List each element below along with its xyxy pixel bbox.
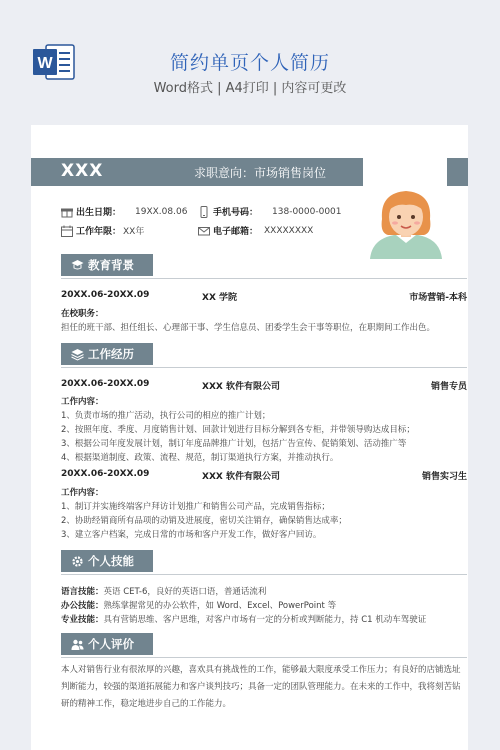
job-intent: 求职意向：市场销售岗位 <box>194 166 327 180</box>
education-tab <box>61 254 153 276</box>
work-years-value: XX年 <box>123 227 145 237</box>
birth-date-field <box>61 205 187 218</box>
top-banner <box>0 0 500 118</box>
education-school: XX 学院 <box>202 293 238 303</box>
phone-value: 138-0000-0001 <box>272 206 342 217</box>
email-label: 电子邮箱： <box>213 227 259 237</box>
banner-title: 简约单页个人简历 <box>169 52 330 74</box>
job-content-label: 工作内容： <box>61 397 104 407</box>
divider <box>61 278 467 279</box>
header-bar-tail <box>447 158 468 186</box>
job-row <box>61 379 467 391</box>
gear-icon <box>71 555 84 568</box>
evaluation-text: 本人对销售行业有很浓厚的兴趣，喜欢具有挑战性的工作，能够最大限度承受工作压力；有良好的店铺选址判断能力，较强的渠道拓展能力和客户谈判技巧；具备一定的团队管理能力。在未来的工作中，我将刻苦钻研的精神工作，稳定地进步自己的工作能力。 <box>61 665 461 709</box>
job-content-label: 工作内容： <box>61 488 104 498</box>
skills-section-header <box>61 550 467 572</box>
evaluation-title: 个人评价 <box>88 637 134 651</box>
job-company: XXX 软件有限公司 <box>202 472 280 482</box>
skill-line <box>61 585 471 597</box>
skill-text: 具有营销思维、客户思维，对客户市场有一定的分析或判断能力，持 C1 机动车驾驶证 <box>103 615 427 625</box>
divider <box>61 574 467 575</box>
divider <box>61 367 467 368</box>
skill-text: 英语 CET-6，良好的英语口语，普通话流利 <box>103 587 267 597</box>
calendar-icon <box>61 225 73 237</box>
skills-title: 个人技能 <box>88 554 134 568</box>
work-years-label: 工作年限： <box>76 227 122 237</box>
job-role: 销售实习生 <box>421 472 467 482</box>
graduation-cap-icon <box>71 259 84 272</box>
job-period: 20XX.06-20XX.09 <box>61 469 150 479</box>
resume-sheet <box>31 125 468 750</box>
education-period: 20XX.06-20XX.09 <box>61 290 150 300</box>
people-icon <box>71 638 84 651</box>
education-section-header <box>61 254 467 276</box>
education-duty-text: 担任的班干部、担任组长、心理部干事、学生信息员、团委学生会干事等职位，在职期间工作出色。 <box>61 323 436 333</box>
job-role: 销售专员 <box>430 382 467 392</box>
skill-label: 语言技能： <box>61 587 104 597</box>
divider <box>61 657 467 658</box>
avatar <box>366 183 446 259</box>
education-major: 市场营销-本科 <box>409 293 467 303</box>
job-company: XXX 软件有限公司 <box>202 382 280 392</box>
experience-section-header <box>61 343 467 365</box>
svg-text:W: W <box>37 55 53 72</box>
job-duty-item: 2、协助经销商所有品项的动销及进展度，密切关注销存，确保销售达成率； <box>61 516 347 526</box>
job-duty-item: 1、制订并实施终端客户拜访计划推广和销售公司产品，完成销售指标； <box>61 502 330 512</box>
experience-title: 工作经历 <box>88 347 134 361</box>
job-period: 20XX.06-20XX.09 <box>61 379 150 389</box>
banner-subtitle: Word格式 | A4打印 | 内容可更改 <box>153 81 347 96</box>
experience-tab <box>61 343 153 365</box>
skill-line <box>61 613 471 625</box>
skill-label: 办公技能： <box>61 601 104 611</box>
evaluation-section-header <box>61 633 467 655</box>
education-row <box>61 290 467 302</box>
job-duty-item: 2、按照年度、季度、月度销售计划、回款计划进行目标分解到各专柜，并带领导购达成目标； <box>61 425 415 435</box>
gift-icon <box>61 206 73 218</box>
skill-text: 熟练掌握常见的办公软件，如 Word、Excel、PowerPoint 等 <box>103 601 337 611</box>
birth-date-label: 出生日期： <box>76 208 122 218</box>
email-value: XXXXXXXX <box>264 225 314 236</box>
phone-label: 手机号码： <box>213 208 259 218</box>
job-duty-item: 4、根据渠道制度、政策、流程、规范，制订渠道执行方案，并推动执行。 <box>61 453 339 463</box>
education-title: 教育背景 <box>88 258 134 272</box>
email-field <box>198 224 313 237</box>
email-icon <box>198 225 210 237</box>
candidate-name: XXX <box>61 161 104 181</box>
skill-line <box>61 599 471 611</box>
phone-field <box>198 205 342 218</box>
job-duty-item: 3、根据公司年度发展计划，制订年度品牌推广计划，包括广告宣传、促销策划、活动推广等 <box>61 439 407 449</box>
header-bar <box>31 158 363 186</box>
layers-icon <box>71 348 84 361</box>
job-duty-item: 3、建立客户档案，完成日常的市场和客户开发工作，做好客户回访。 <box>61 530 322 540</box>
education-duty-label: 在校职务： <box>61 309 104 319</box>
phone-icon <box>198 206 210 218</box>
job-row <box>61 469 467 481</box>
birth-date-value: 19XX.08.06 <box>135 206 188 217</box>
job-duty-item: 1、负责市场的推广活动，执行公司的相应的推广计划； <box>61 411 271 421</box>
work-years-field <box>61 224 144 237</box>
skill-label: 专业技能： <box>61 615 104 625</box>
skills-tab <box>61 550 153 572</box>
evaluation-tab <box>61 633 153 655</box>
